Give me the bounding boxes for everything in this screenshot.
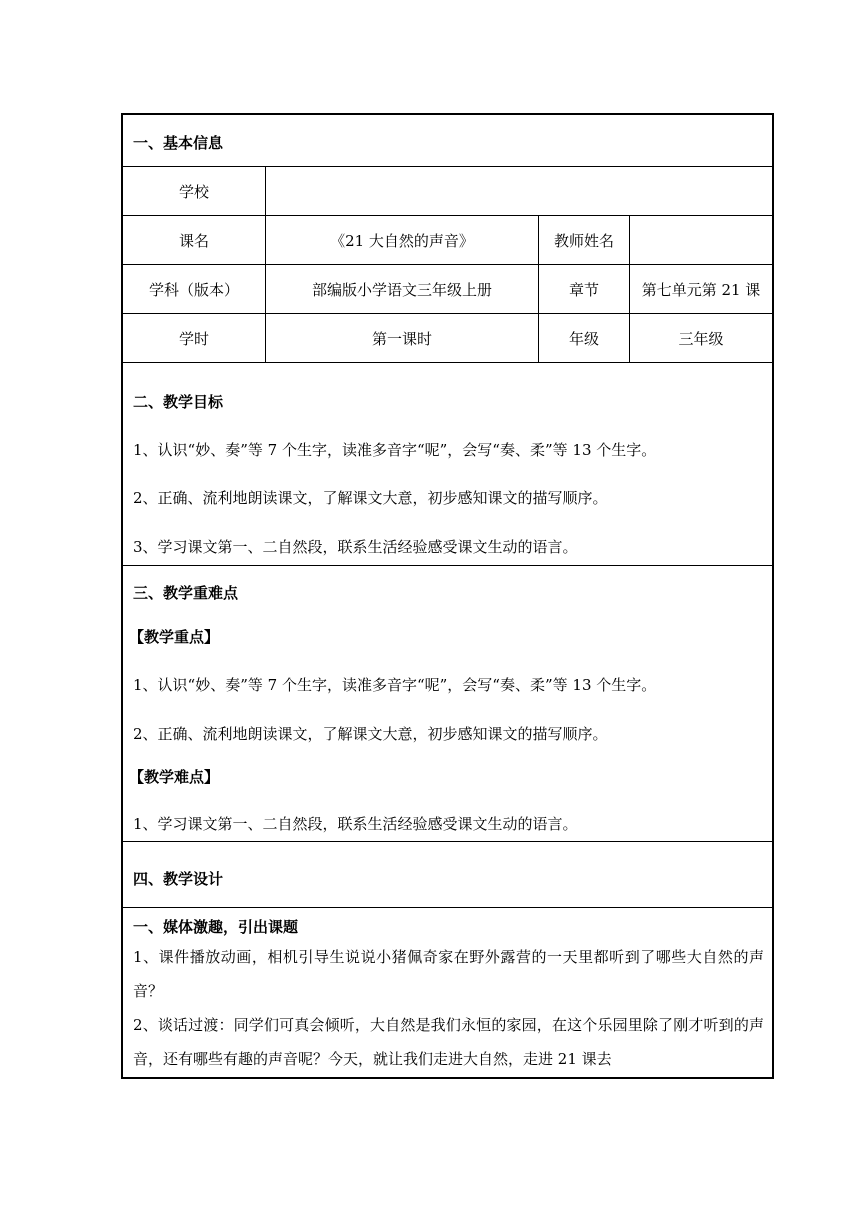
school-value: [266, 167, 772, 215]
teacher-label: 教师姓名: [539, 216, 630, 264]
difficult-label: 【教学难点】: [129, 768, 220, 786]
section-design: [123, 842, 772, 908]
period-value: 第一课时: [266, 314, 539, 362]
section-title: 二、教学目标: [133, 393, 224, 411]
course-label: 课名: [123, 216, 266, 264]
school-label: 学校: [123, 167, 266, 215]
key-label: 【教学重点】: [129, 628, 220, 646]
section-title: 一、基本信息: [133, 134, 224, 152]
design-content: [123, 908, 772, 1076]
section-goals: [123, 363, 772, 566]
period-label: 学时: [123, 314, 266, 362]
row-period: [123, 314, 772, 363]
key-item: 2、正确、流利地朗读课文，了解课文大意，初步感知课文的描写顺序。: [133, 725, 608, 743]
row-school: [123, 167, 772, 216]
teacher-value: [630, 216, 772, 264]
goal-item: 1、认识“妙、奏”等 7 个生字，读准多音字“呢”，会写“奏、柔”等 13 个生字。: [133, 441, 657, 459]
difficult-item: 1、学习课文第一、二自然段，联系生活经验感受课文生动的语言。: [133, 815, 578, 833]
row-course: [123, 216, 772, 265]
chapter-value: 第七单元第 21 课: [641, 280, 761, 299]
chapter-label: 章节: [539, 265, 630, 313]
goal-item: 2、正确、流利地朗读课文，了解课文大意，初步感知课文的描写顺序。: [133, 489, 608, 507]
section-basic-info: [123, 115, 772, 167]
goal-item: 3、学习课文第一、二自然段，联系生活经验感受课文生动的语言。: [133, 538, 578, 556]
section-title: 四、教学设计: [133, 870, 224, 888]
section-title: 三、教学重难点: [133, 584, 239, 602]
course-value: 《21 大自然的声音》: [266, 216, 539, 264]
grade-label: 年级: [539, 314, 630, 362]
design-paragraph: 2、谈话过渡：同学们可真会倾听，大自然是我们永恒的家园，在这个乐园里除了刚才听到的声音，还有哪些有趣的声音呢？今天，就让我们走进大自然，走进 21 课去: [133, 1016, 764, 1068]
section-key-points: [123, 566, 772, 842]
subject-value: 部编版小学语文三年级上册: [266, 265, 539, 313]
design-paragraph: 1、课件播放动画，相机引导生说说小猪佩奇家在野外露营的一天里都听到了哪些大自然的声音？: [133, 948, 764, 1000]
row-subject: [123, 265, 772, 314]
subject-label: 学科（版本）: [123, 265, 266, 313]
step-title: 一、媒体激趣，引出课题: [133, 918, 299, 936]
key-item: 1、认识“妙、奏”等 7 个生字，读准多音字“呢”，会写“奏、柔”等 13 个生字。: [133, 676, 657, 694]
lesson-plan-table: [121, 113, 774, 1079]
grade-value: 三年级: [678, 329, 724, 348]
